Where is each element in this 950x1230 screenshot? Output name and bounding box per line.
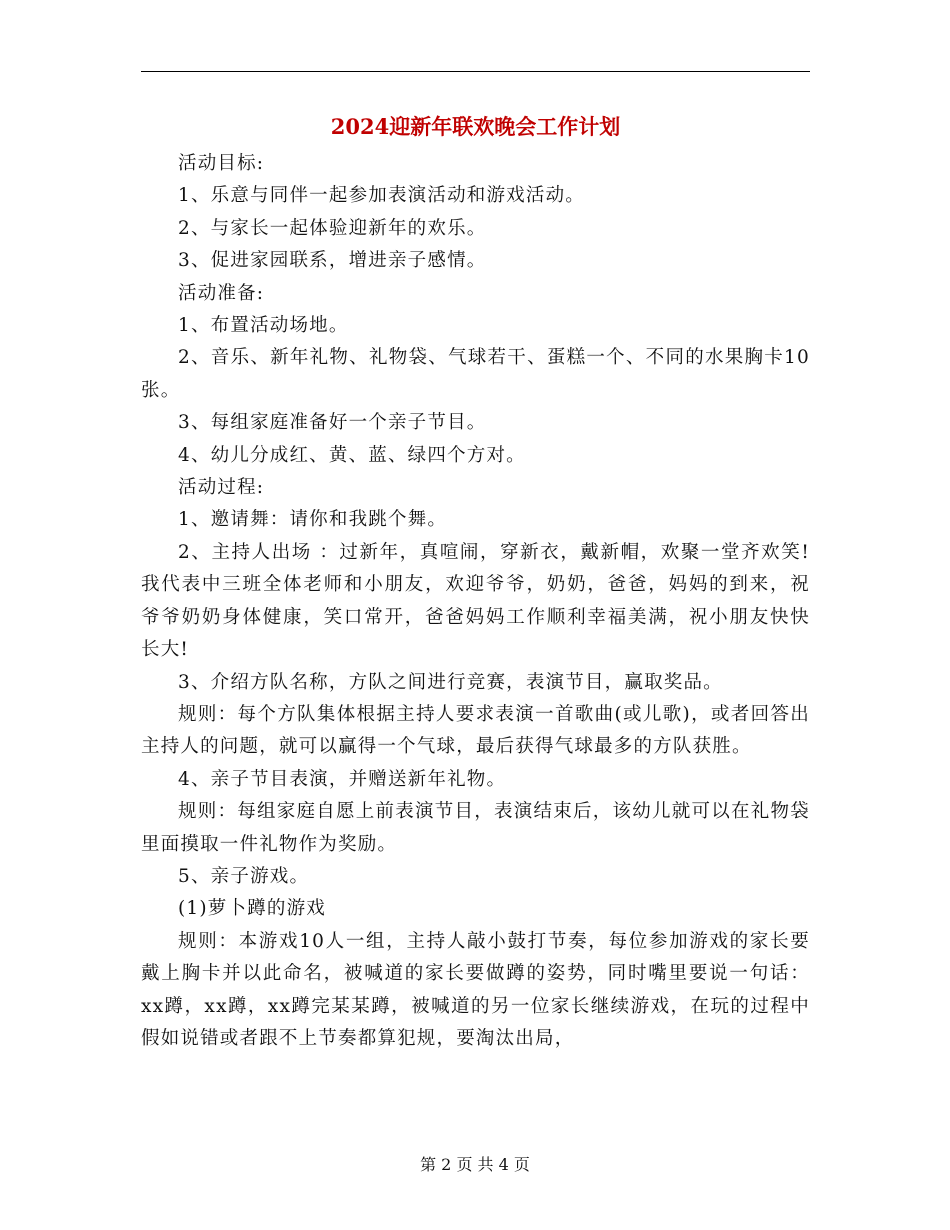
paragraph: 4、亲子节目表演，并赠送新年礼物。: [178, 768, 507, 790]
paragraph: 1、乐意与同伴一起参加表演活动和游戏活动。: [178, 185, 585, 207]
document-title: 2024迎新年联欢晚会工作计划: [330, 114, 621, 139]
paragraph: 5、亲子游戏。: [178, 865, 310, 887]
paragraph: 1、布置活动场地。: [178, 315, 349, 337]
paragraph: 3、每组家庭准备好一个亲子节目。: [178, 412, 487, 434]
paragraph: 活动过程:: [178, 477, 265, 499]
paragraph: 规则：每个方队集体根据主持人要求表演一首歌曲(或儿歌)，或者回答出主持人的问题，就可以赢得一个气球，最后获得气球最多的方队获胜。: [141, 703, 810, 758]
paragraph: 4、幼儿分成红、黄、蓝、绿四个方对。: [178, 444, 526, 466]
paragraph: 2、主持人出场 ：过新年，真喧闹，穿新衣，戴新帽，欢聚一堂齐欢笑!我代表中三班全体老师和小朋友，欢迎爷爷，奶奶，爸爸，妈妈的到来，祝爷爷奶奶身体健康，笑口常开，爸爸妈妈工作顺利幸福美满，祝小朋友快快长大!: [141, 541, 810, 661]
paragraph: 1、邀请舞：请你和我跳个舞。: [178, 509, 448, 531]
page-footer: [0, 1153, 950, 1177]
paragraph: 3、介绍方队名称，方队之间进行竞赛，表演节目，赢取奖品。: [178, 671, 723, 693]
header-rule: [141, 71, 810, 72]
paragraph: 活动目标:: [178, 153, 265, 174]
paragraph: (1)萝卜蹲的游戏: [178, 898, 327, 920]
paragraph: 规则：本游戏10人一组，主持人敲小鼓打节奏，每位参加游戏的家长要戴上胸卡并以此命名，被喊道的家长要做蹲的姿势，同时嘴里要说一句话：xx蹲，xx蹲，xx蹲完某某蹲，被喊道的另一位家长继续游戏，在玩的过程中假如说错或者跟不上节奏都算犯规，要淘汰出局，: [141, 930, 810, 1049]
page-number: 第 2 页 共 4 页: [420, 1155, 530, 1174]
paragraph: 规则：每组家庭自愿上前表演节目，表演结束后，该幼儿就可以在礼物袋里面摸取一件礼物作为奖励。: [141, 801, 810, 855]
paragraph: 3、促进家园联系，增进亲子感情。: [178, 250, 487, 272]
paragraph: 活动准备:: [178, 282, 265, 304]
paragraph: 2、与家长一起体验迎新年的欢乐。: [178, 217, 487, 239]
paragraph: 2、音乐、新年礼物、礼物袋、气球若干、蛋糕一个、不同的水果胸卡10张。: [141, 347, 810, 401]
document-body: [141, 148, 810, 1055]
